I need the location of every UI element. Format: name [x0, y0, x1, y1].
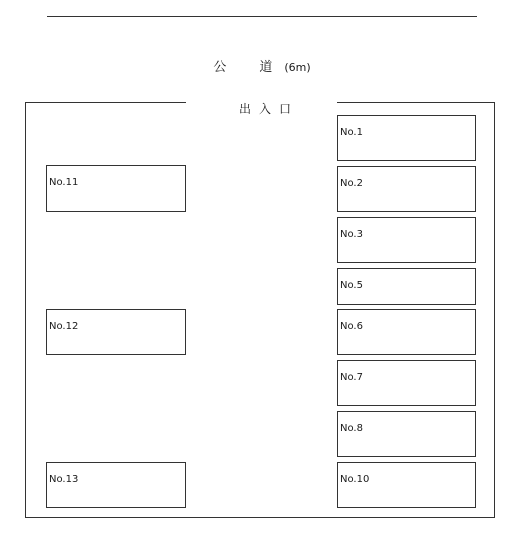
lot-boundary-top-right — [337, 102, 495, 103]
entrance-label: 出入口 — [239, 102, 300, 116]
parking-space-label: No.5 — [340, 280, 363, 291]
parking-space-no11 — [46, 165, 186, 212]
parking-space-label: No.10 — [340, 474, 370, 485]
lot-boundary-bottom — [25, 517, 495, 518]
parking-space-label: No.8 — [340, 423, 363, 434]
parking-space-label: No.3 — [340, 229, 363, 240]
lot-boundary-left — [25, 102, 26, 518]
parking-space-no10 — [337, 462, 476, 508]
parking-space-no1 — [337, 115, 476, 161]
parking-space-label: No.11 — [49, 177, 79, 188]
public-road-line — [47, 16, 477, 17]
road-name: 公 道 — [213, 60, 283, 75]
parking-space-no7 — [337, 360, 476, 406]
parking-space-label: No.12 — [49, 321, 79, 332]
road-label — [0, 56, 524, 75]
lot-boundary-top-left — [25, 102, 186, 103]
road-width: (6m) — [284, 61, 311, 74]
parking-space-no2 — [337, 166, 476, 212]
parking-space-no5 — [337, 268, 476, 305]
parking-space-no3 — [337, 217, 476, 263]
parking-space-label: No.6 — [340, 321, 363, 332]
parking-space-label: No.2 — [340, 178, 363, 189]
parking-space-no13 — [46, 462, 186, 508]
parking-space-no6 — [337, 309, 476, 355]
parking-space-label: No.7 — [340, 372, 363, 383]
parking-space-label: No.1 — [340, 127, 363, 138]
lot-boundary-right — [494, 102, 495, 518]
parking-space-label: No.13 — [49, 474, 79, 485]
parking-space-no12 — [46, 309, 186, 355]
parking-space-no8 — [337, 411, 476, 457]
